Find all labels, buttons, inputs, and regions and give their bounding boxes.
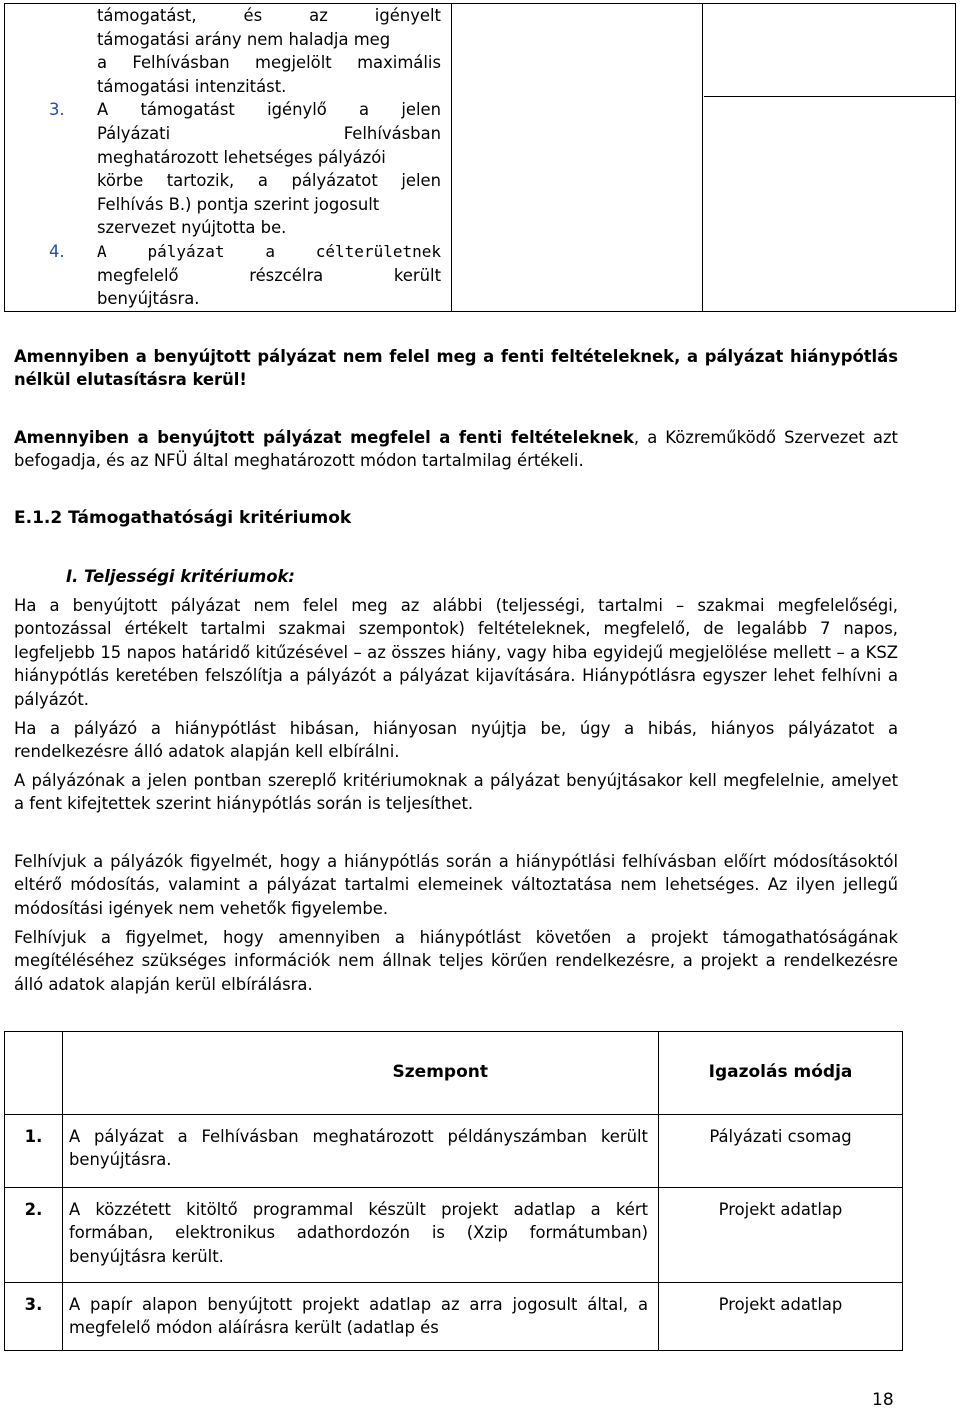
text-line: támogatást, és az igényelt [97, 6, 441, 25]
table-row [5, 1115, 903, 1188]
criteria-list [5, 4, 451, 311]
body-paragraph: Felhívjuk a pályázók figyelmét, hogy a hiánypótlás során a hiánypótlási felhívásban előírt módosításoktól eltérő módosítás, valamint a pályázat tartalmi elemeinek változtatása nem lehetséges. Az ilyen jellegű módosítási igények nem vehetők figyelembe. [14, 852, 898, 918]
body-paragraph: Ha a benyújtott pályázat nem felel meg az alábbi (teljességi, tartalmi – szakmai megfelelőségi, pontozással értékelt tartalmi szakmai szempontok) feltételeknek, megfelelő, de legalább 7 napos, legfeljebb 15 napos határidő kitűzésével – az összes hiány, vagy hiba egyidejű megjelölése mellett – a KSZ hiánypótlás keretében felszólítja a pályázót a pályázat kijavítására. Hiánypótlásra egyszer lehet felhívni a pályázót. [14, 596, 898, 709]
header-cell-number [5, 1032, 63, 1115]
list-item [5, 240, 451, 311]
row-verification: Projekt adatlap [659, 1188, 903, 1283]
row-verification: Pályázati csomag [659, 1115, 903, 1188]
body-paragraph: Ha a pályázó a hiánypótlást hibásan, hiányosan nyújtja be, úgy a hibás, hiányos pályázatot a rendelkezésre álló adatok alapján kell elbírálni. [14, 719, 898, 762]
text-line: benyújtásra. [97, 289, 200, 309]
text-line: megfelelő részcélra került [97, 265, 441, 285]
text-line: A támogatást igénylő a jelen [97, 100, 441, 120]
table-row [5, 1188, 903, 1283]
section-heading: E.1.2 Támogathatósági kritériumok [14, 508, 352, 528]
text-line: Felhívás B.) pontja szerint jogosult [97, 194, 380, 214]
row-number: 2. [5, 1188, 63, 1283]
table-header-row [5, 1032, 903, 1115]
cell-divider [704, 96, 956, 97]
warning-paragraph: Amennyiben a benyújtott pályázat nem felel meg a fenti feltételeknek, a pályázat hiánypótlás nélkül elutasításra kerül! [14, 347, 898, 390]
row-verification: Projekt adatlap [659, 1283, 903, 1351]
criteria-list-table [4, 3, 956, 312]
header-cell-verification: Igazolás módja [659, 1032, 903, 1115]
row-description: A pályázat a Felhívásban meghatározott példányszámban került benyújtásra. [63, 1115, 659, 1188]
criteria-table [4, 1031, 903, 1351]
list-item [5, 98, 451, 240]
text-line: támogatási intenzitást. [97, 76, 287, 96]
row-number: 1. [5, 1115, 63, 1188]
criteria-list-cell [5, 4, 452, 312]
text-line: szervezet nyújtotta be. [97, 218, 287, 238]
row-number: 3. [5, 1283, 63, 1351]
table-row [5, 1283, 903, 1351]
text-line: a Felhívásban megjelölt maximális [97, 53, 441, 73]
continuation-text [5, 4, 451, 98]
row-description: A papír alapon benyújtott projekt adatlap az arra jogosult által, a megfelelő módon aláírásra került (adatlap és [63, 1283, 659, 1351]
row-description: A közzétett kitöltő programmal készült projekt adatlap a kért formában, elektronikus adathordozón is (Xzip formátumban) benyújtásra került. [63, 1188, 659, 1283]
page-number: 18 [872, 1390, 894, 1410]
list-number: 3. [49, 100, 65, 120]
text-line: körbe tartozik, a pályázatot jelen [97, 171, 441, 191]
empty-cell [452, 4, 703, 312]
text-line: Pályázati Felhívásban [97, 123, 441, 143]
header-cell-criterion: Szempont [63, 1032, 659, 1115]
accept-bold-text: Amennyiben a benyújtott pályázat megfelel a fenti feltételeknek [14, 428, 634, 447]
body-paragraph: A pályázónak a jelen pontban szereplő kritériumoknak a pályázat benyújtásakor kell megfelelnie, amelyet a fent kifejtettek szerint hiánypótlás során is teljesíthet. [14, 771, 898, 814]
text-line: A pályázat a célterületnek [97, 241, 441, 261]
accept-paragraph [14, 426, 898, 473]
text-line: támogatási arány nem haladja meg [97, 29, 391, 49]
subsection-heading: I. Teljességi kritériumok: [66, 567, 295, 586]
text-line: meghatározott lehetséges pályázói [97, 147, 386, 167]
body-paragraph: Felhívjuk a figyelmet, hogy amennyiben a hiánypótlást követően a projekt támogathatóságának megítéléséhez szükséges információk nem állnak teljes körűen rendelkezésre, a projekt a rendelkezésre álló adatok alapján kerül elbírálásra. [14, 928, 898, 994]
accept-text: , a Közreműködő Szervezet azt befogadja, és az NFÜ által meghatározott módon tartalmilag értékeli. [14, 428, 898, 471]
empty-cell [703, 4, 956, 312]
list-number: 4. [49, 241, 65, 261]
